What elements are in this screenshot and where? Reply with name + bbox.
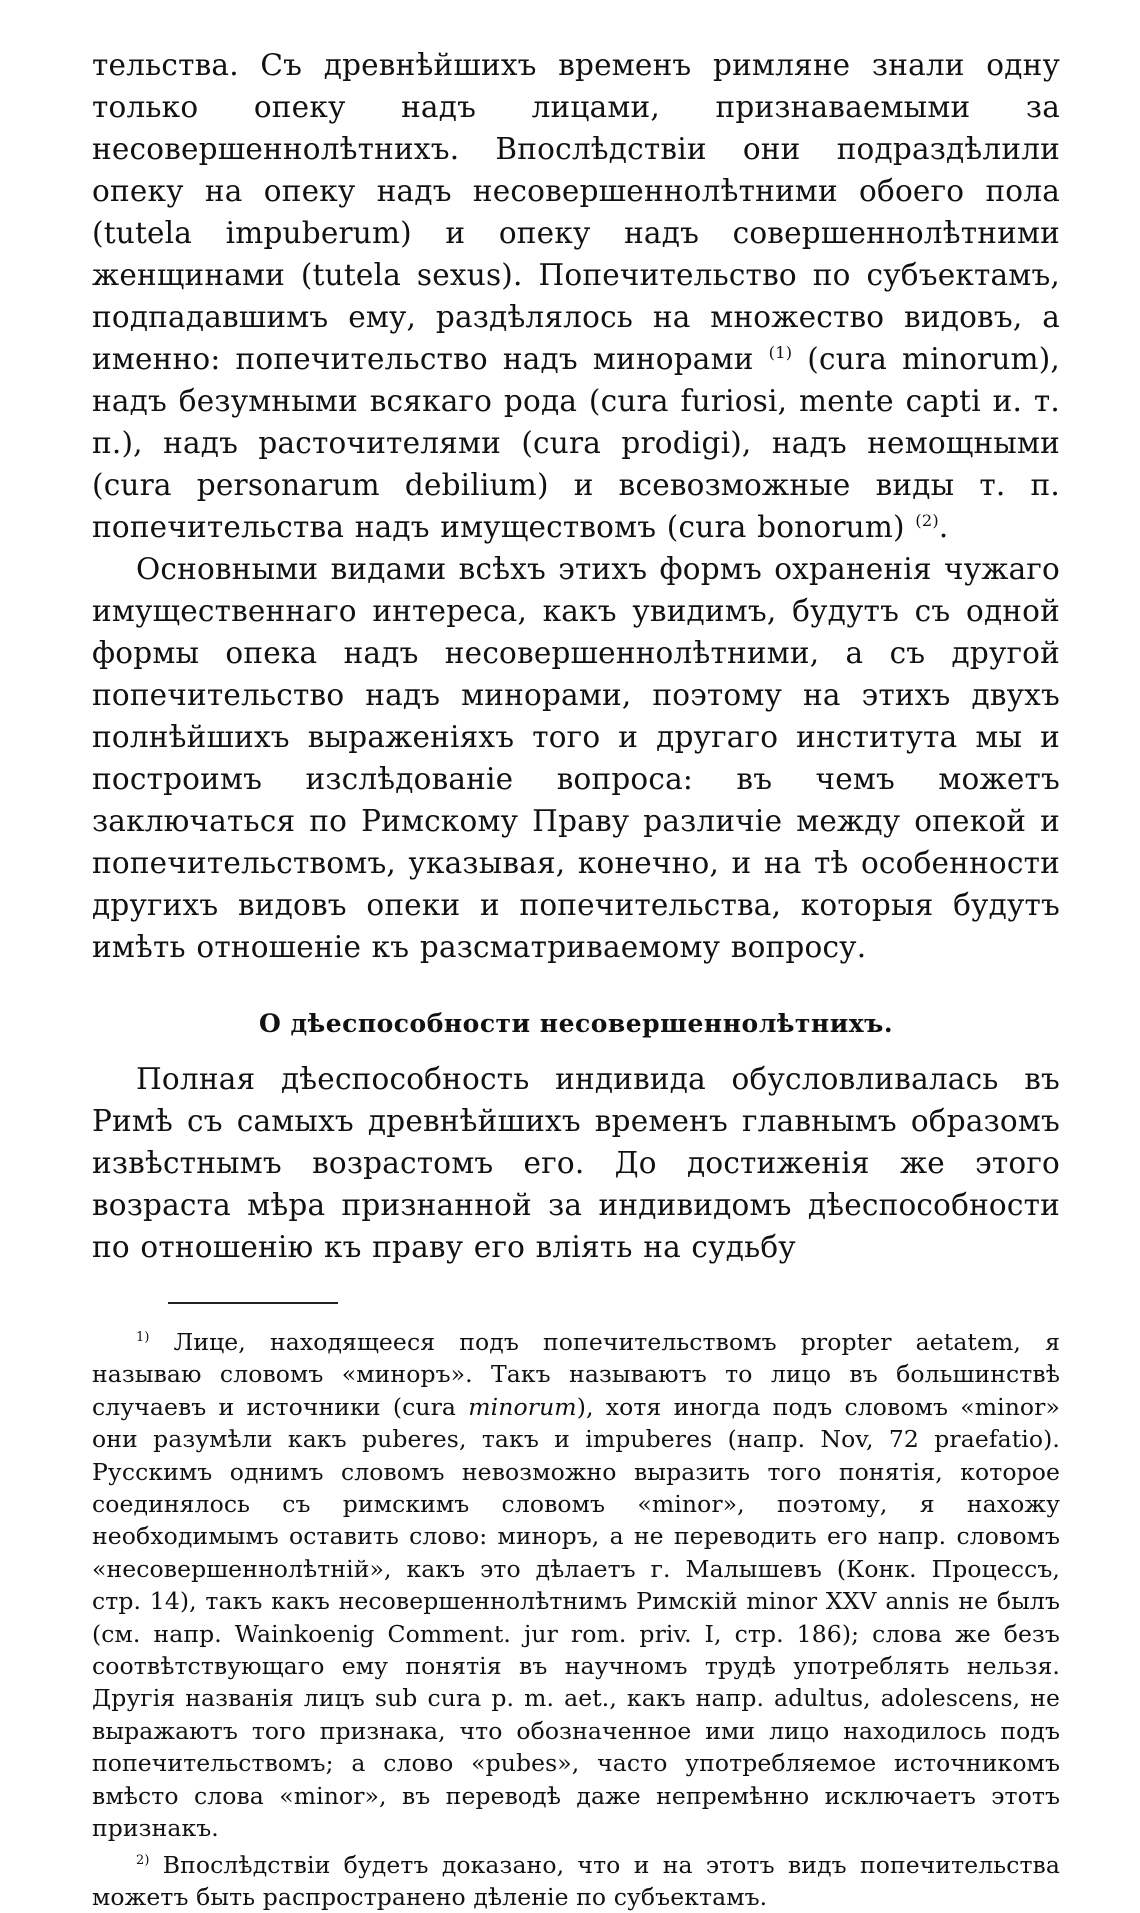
paragraph-text: тельства. Съ древнѣйшихъ временъ римляне знали одну только опеку надъ лицами, признаваемыми за несовершеннолѣтнихъ. Впослѣдствіи они подраздѣлили опеку на опеку надъ несовершеннолѣтними обоего пола (tutela impuberum) и опеку надъ совершеннолѣтними женщинами (tutela sexus). Попечительство по субъектамъ, подпадавшимъ ему, раздѣлялось на множество видовъ, а именно: попечительство надъ минорами — [92, 48, 1060, 376]
paragraph-basic-forms: Основными видами всѣхъ этихъ формъ охраненія чужаго имущественнаго интереса, какъ увидимъ, будутъ съ одной формы опека надъ несовершеннолѣтними, а съ другой попечительство надъ минорами, поэтому на этихъ двухъ полнѣйшихъ выраженіяхъ того и другаго института мы и построимъ изслѣдованіе вопроса: въ чемъ можетъ заключаться по Римскому Праву различіе между опекой и попечительствомъ, указывая, конечно, и на тѣ особенности другихъ видовъ опеки и попечительства, которыя будутъ имѣть отношеніе къ разсматриваемому вопросу. — [92, 548, 1060, 968]
footnote-1: $^{1)}$ Лице, находящееся подъ попечительствомъ propter aetatem, я называю словомъ «миноръ». Такъ называютъ то лицо въ большинствѣ случаевъ и источники (cura minorum), хотя иногда подъ словомъ «minor» они разумѣли какъ puberes, такъ и impuberes (напр. Nov, 72 praefatio). Русскимъ однимъ словомъ невозможно выразить того понятія, которое соединялось съ римскимъ словомъ «minor», поэтому, я нахожу необходимымъ оставить слово: миноръ, а не переводить его напр. словомъ «несовершеннолѣтній», какъ это дѣлаетъ г. Малышевъ (Конк. Процессъ, стр. 14), такъ какъ несовершеннолѣтнимъ Римскій minor XXV annis не былъ (см. напр. Wainkoenig Comment. jur rom. priv. I, стр. 186); слова же безъ соотвѣтствующаго ему понятія въ научномъ трудѣ употреблять нельзя. Другія названія лицъ sub cura p. m. aet., какъ напр. adultus, adolescens, не выражаютъ того признака, что обозначенное ими лицо находилось подъ попечительствомъ; а слово «pubes», часто употребляемое источникомъ вмѣсто слова «minor», въ переводѣ даже непремѣнно исключаетъ этотъ признакъ. — [92, 1326, 1060, 1845]
footnote-ref-1: (1) — [769, 343, 793, 362]
footnote-ref-2: (2) — [915, 511, 939, 530]
paragraph-guardianship-types: тельства. Съ древнѣйшихъ временъ римляне знали одну только опеку надъ лицами, признаваемыми за несовершеннолѣтнихъ. Впослѣдствіи они подраздѣлили опеку на опеку надъ несовершеннолѣтними обоего пола (tutela impuberum) и опеку надъ совершеннолѣтними женщинами (tutela sexus). Попечительство по субъектамъ, подпадавшимъ ему, раздѣлялось на множество видовъ, а именно: попечительство надъ минорами $^{(1)}$ (cura minorum), надъ безумными всякаго рода (cura furiosi, mente capti и. т. п.), надъ расточителями (cura prodigi), надъ немощными (cura personarum debilium) и всевозможные виды т. п. попечительства надъ имуществомъ (cura bonorum) $^{(2)}$. — [92, 44, 1060, 548]
section-title: О дѣеспособности несовершеннолѣтнихъ. — [92, 1004, 1060, 1044]
footnote-marker-2: 2) — [136, 1853, 149, 1868]
footnote-marker-1: 1) — [136, 1330, 149, 1345]
footnote-2: $^{2)}$ Впослѣдствіи будетъ доказано, что и на этотъ видъ попечительства можетъ быть распространено дѣленіе по субъектамъ. — [92, 1849, 1060, 1913]
paragraph-capacity: Полная дѣеспособность индивида обусловливалась въ Римѣ съ самыхъ древнѣйшихъ временъ главнымъ образомъ извѣстнымъ возрастомъ его. До достиженія же этого возраста мѣра признанной за индивидомъ дѣеспособности по отношенію къ праву его влiять на судьбу — [92, 1058, 1060, 1268]
paragraph-text-continued: (cura minorum), надъ безумными всякаго рода (cura furiosi, mente capti и. т. п.), надъ расточителями (cura prodigi), надъ немощными (cura personarum debilium) и всевозможные виды т. п. попечительства надъ имуществомъ (cura bonorum) — [92, 342, 1060, 544]
footnote-divider — [168, 1302, 338, 1304]
